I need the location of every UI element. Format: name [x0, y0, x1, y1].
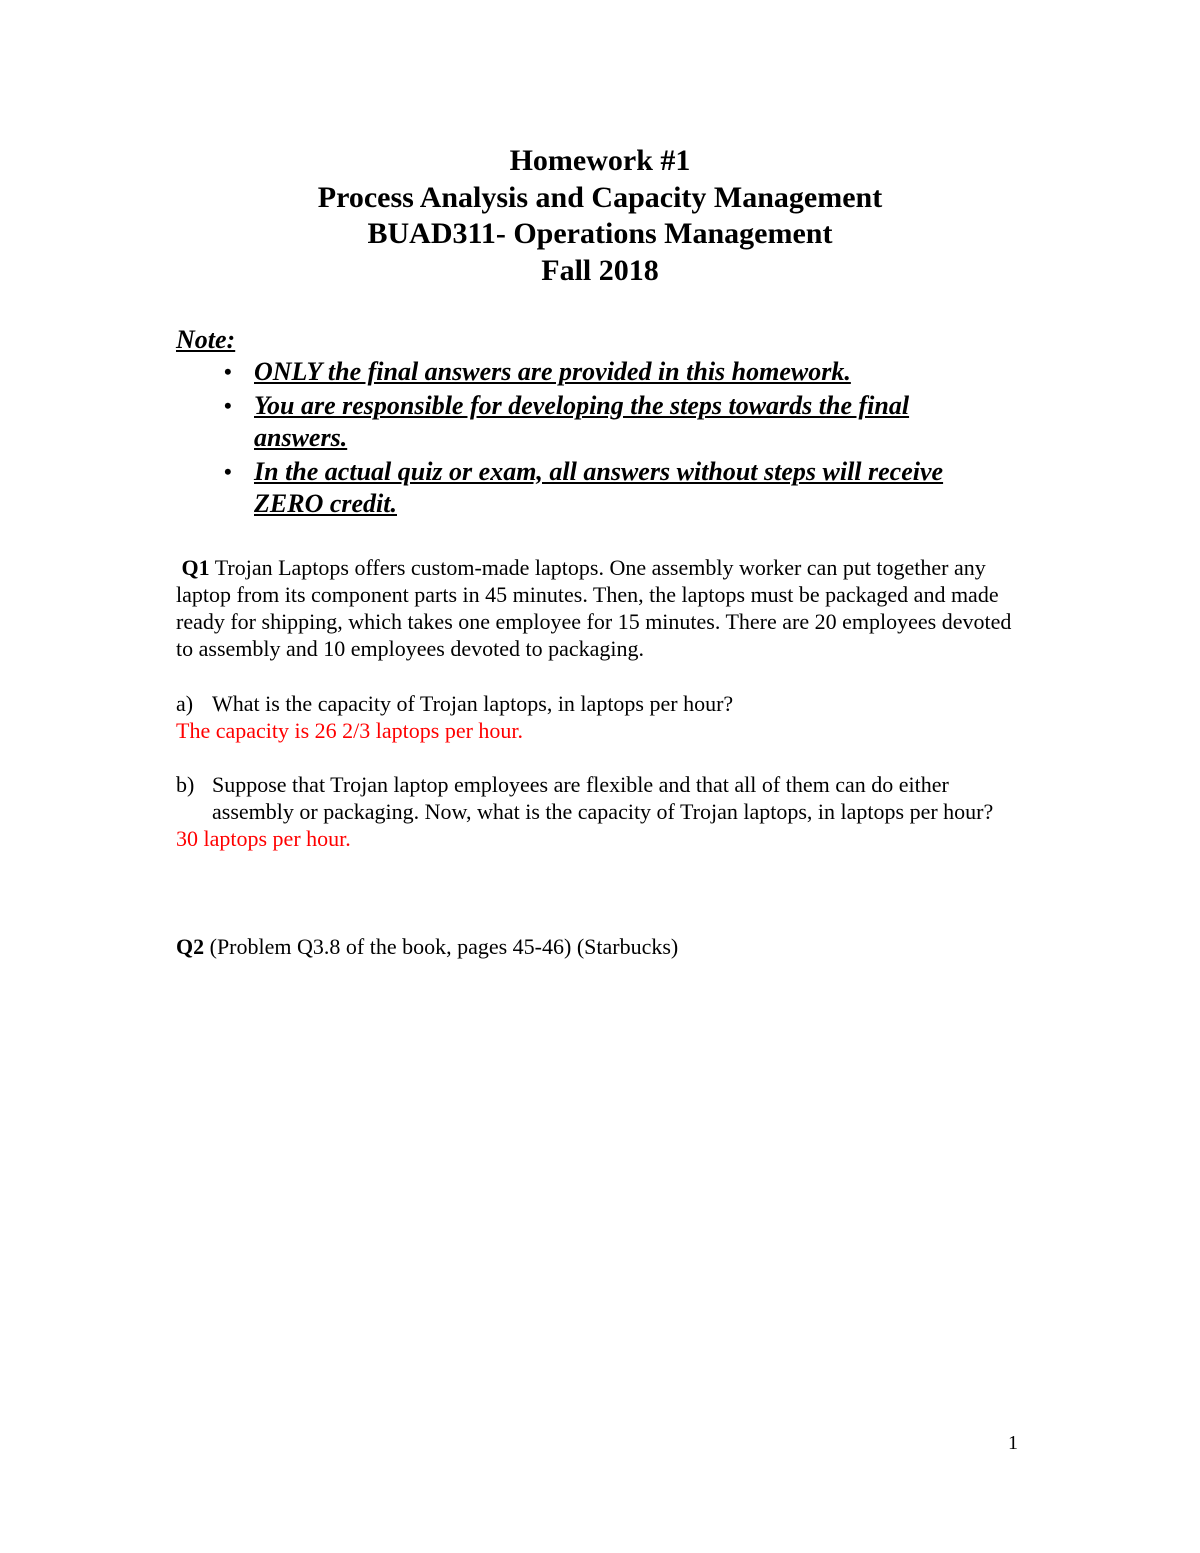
- note-item: [176, 390, 976, 455]
- question-2-label: Q2: [176, 934, 205, 959]
- note-heading: Note:: [176, 325, 236, 354]
- sub-question-letter: b): [176, 772, 195, 797]
- question-1-label: Q1: [181, 555, 210, 580]
- answer-text: The capacity is 26 2/3 laptops per hour.: [176, 718, 524, 743]
- question-2: [176, 933, 1026, 960]
- question-1b: [176, 771, 1026, 852]
- page-number: 1: [1008, 1432, 1018, 1454]
- bullet-icon: •: [224, 392, 232, 418]
- question-1: [176, 554, 1026, 662]
- answer-text: 30 laptops per hour.: [176, 826, 351, 851]
- sub-question-text: Suppose that Trojan laptop employees are flexible and that all of them can do either assembly or packaging. Now, what is the capacity of Trojan laptops, in laptops per hour?: [212, 772, 994, 824]
- title-homework-number: Homework #1: [509, 144, 691, 177]
- document-title: [0, 143, 1200, 289]
- note-item-text: You are responsible for developing the steps towards the final answers.: [254, 390, 910, 452]
- note-item-text: ONLY the final answers are provided in this homework.: [254, 357, 851, 386]
- note-item: [176, 456, 976, 521]
- sub-question: [176, 690, 1026, 717]
- sub-question-text: What is the capacity of Trojan laptops, in laptops per hour?: [212, 691, 734, 716]
- title-course: BUAD311- Operations Management: [367, 217, 833, 250]
- question-1a: [176, 690, 1026, 744]
- question-1-prompt: [176, 554, 1026, 662]
- sub-question-letter: a): [176, 691, 194, 716]
- question-2-text: (Problem Q3.8 of the book, pages 45-46) (Starbucks): [209, 934, 679, 959]
- bullet-icon: •: [224, 359, 232, 384]
- note-item-text: In the actual quiz or exam, all answers without steps will receive ZERO credit.: [254, 456, 944, 518]
- note-item: [176, 356, 976, 389]
- note-list: [176, 356, 976, 522]
- sub-question: [176, 771, 1026, 825]
- bullet-icon: •: [224, 458, 232, 484]
- title-term: Fall 2018: [541, 253, 659, 287]
- title-topic: Process Analysis and Capacity Management: [317, 180, 883, 214]
- question-1-text: Trojan Laptops offers custom-made laptops. One assembly worker can put together any laptop from its component parts in 45 minutes. Then, the laptops must be packaged and made ready for shipping, which takes one employee for 15 minutes. There are 20 employees devoted to assembly and 10 employees devoted to packaging.: [176, 555, 1012, 661]
